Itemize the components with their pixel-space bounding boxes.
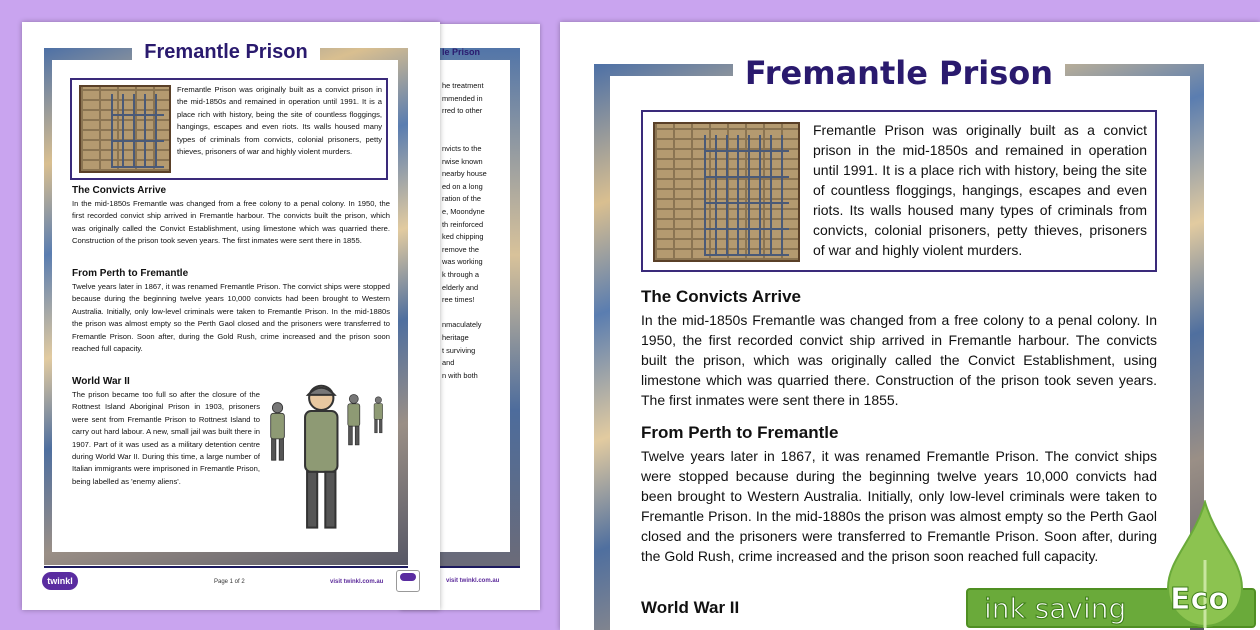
page-2-text-fragment: ed on a long xyxy=(442,181,483,191)
section-heading: From Perth to Fremantle xyxy=(72,268,189,279)
page-2-text-fragment: mmended in xyxy=(442,93,483,103)
page-2-text-fragment: ration of the xyxy=(442,194,482,204)
section-text: The prison became too full so after the closure of the Rottnest Island Aboriginal Prison in 1903, prisoners were sent from Fremantle Prison to Rottnest Island to carry out hard labour. A new, small jail was built there in 1907. Part of it was used as a military detention centre during World War II. During this time, a large number of Italian immigrants were imprisoned in Fremantle Prison, being labelled as 'enemy aliens'. xyxy=(72,390,260,486)
page-2-text-fragment: he treatment xyxy=(442,81,484,90)
page-2-text-fragment: ked chipping xyxy=(442,232,484,242)
page-2-text-fragment: th reinforced xyxy=(442,219,484,229)
page-2-text-fragment: nvicts to the xyxy=(442,144,482,153)
footer-visit-link[interactable]: visit twinkl.com.au xyxy=(330,579,384,585)
section-text: Twelve years later in 1867, it was renamed Fremantle Prison. The convict ships were stopped because during the beginning twelve years 10,000 convicts had been brought to Western Australia. Initially, only low-level criminals were taken to Fremantle Prison. In the mid-1880s the prison was almost empty so the Perth Gaol closed and the prisoners were transferred to Fremantle Prison. Soon after, during the Gold Rush, crime increased and the prison soon reached full capacity. xyxy=(641,448,1157,564)
section-text: In the mid-1850s Fremantle was changed from a free colony to a penal colony. In 1950, the first recorded convict ship arrived in Fremantle harbour. The convicts built the prison, which was originally called the Convict Establishment, using limestone which was quarried there. Construction of the prison took seven years. The first inmates were sent there in 1855. xyxy=(72,199,390,246)
page-2-text-fragment: ree times! xyxy=(442,295,475,305)
intro-text: Fremantle Prison was originally built as a convict prison in the mid-1850s and remained in operation until 1991. It is a place rich with history, being the site of countless floggings, hangings, escapes and even riots. Its walls housed many types of criminals from convicts, colonial prisoners, petty thieves, prisoners of war and highly violent murders. xyxy=(813,122,1147,258)
page-2-text-fragment: nmaculately xyxy=(442,320,482,330)
page-title xyxy=(44,41,408,64)
page-2-text-fragment: n with both xyxy=(442,370,478,380)
eco-label: Eco xyxy=(1170,582,1229,617)
footer-line xyxy=(44,566,408,568)
page-2-footer-line xyxy=(440,566,520,568)
prison-cell-image xyxy=(79,85,171,173)
page-2-text-fragment: heritage xyxy=(442,333,469,342)
intro-text: Fremantle Prison was originally built as a convict prison in the mid-1850s and remained in operation until 1991. It is a place rich with history, being the site of countless floggings, hangings, escapes and even riots. Its walls housed many types of criminals from convicts, colonial prisoners, petty thieves, prisoners of war and highly violent murders. xyxy=(177,85,382,157)
quality-badge-icon xyxy=(396,570,420,592)
title-text: Fremantle Prison xyxy=(132,41,319,63)
page-2-text-fragment: and xyxy=(442,358,455,368)
section-heading: The Convicts Arrive xyxy=(72,185,167,196)
page-2-text-fragment: e, Moondyne xyxy=(442,207,485,216)
section-text: Twelve years later in 1867, it was renamed Fremantle Prison. The convict ships were stopped because during the beginning twelve years 10,000 convicts had been brought to Western Australia. Initially, only low-level criminals were taken to Fremantle Prison. In the mid-1880s the prison was almost empty so the Perth Gaol closed and the prisoners were transferred to Fremantle Prison. Soon after, during the Gold Rush, crime increased and the prison soon reached full capacity. xyxy=(72,282,390,354)
page-2-text-fragment: k through a xyxy=(442,270,479,279)
page-2-text-fragment: remove the xyxy=(442,244,479,254)
soldiers-illustration xyxy=(266,380,400,540)
title-text: Fremantle Prison xyxy=(733,54,1065,92)
page-2-footer-visit: visit twinkl.com.au xyxy=(446,578,500,584)
page-2-text-fragment: rwise known xyxy=(442,156,483,166)
prison-cell-image xyxy=(653,122,800,262)
page-number: Page 1 of 2 xyxy=(214,579,245,585)
page-2-text-fragment: t surviving xyxy=(442,345,476,355)
section-heading: The Convicts Arrive xyxy=(641,287,801,306)
page-2-title: le Prison xyxy=(442,47,481,57)
page-2-text-fragment: was working xyxy=(442,257,483,267)
page-title xyxy=(594,54,1204,92)
section-heading: World War II xyxy=(72,376,130,387)
page-2-text-fragment: elderly and xyxy=(442,282,479,292)
page-2-text-fragment: nearby house xyxy=(442,169,487,179)
section-text: In the mid-1850s Fremantle was changed from a free colony to a penal colony. In 1950, the first recorded convict ship arrived in Fremantle harbour. The convicts built the prison, which was originally called the Convict Establishment, using limestone which was quarried there. Construction of the prison took seven years. The first inmates were sent there in 1855. xyxy=(641,312,1157,408)
ink-saving-label: ink saving xyxy=(984,592,1127,625)
page-2-text-fragment: rred to other xyxy=(442,106,483,116)
section-heading: From Perth to Fremantle xyxy=(641,423,839,442)
section-heading: World War II xyxy=(641,598,740,617)
twinkl-logo[interactable]: twinkl xyxy=(42,572,78,590)
